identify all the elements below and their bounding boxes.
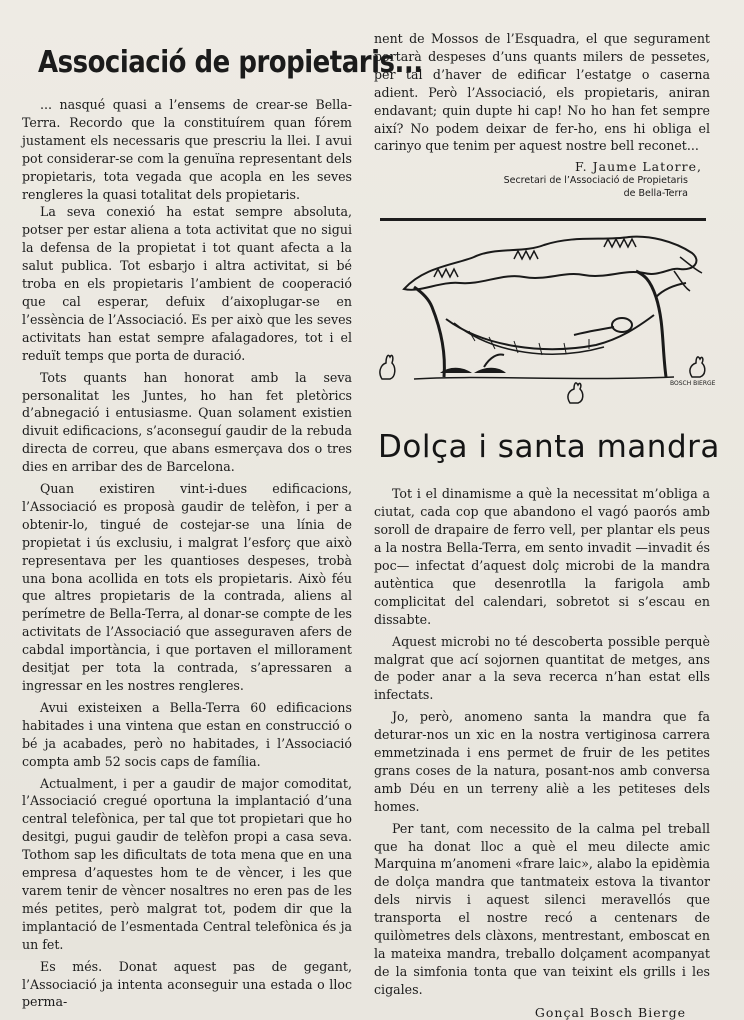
article-continuation: nent de Mossos de l’Esquadra, el que segurament portarà despeses d’uns quants milers de pessetes, per tal d’haver de edificar l’estatge o caserna adient. Però l’Associació, els propietaris, aniran endavant; quin dupte hi cap! No ho han fet sempre així? No podem deixar de fer-ho, ens hi obliga el carinyo que tenim per aquest nostre bell reconet...: [374, 31, 710, 154]
article-author: Gonçal Bosch Bierge: [534, 1004, 686, 1020]
article-paragraph: Tots quants han honorat amb la seva personalitat les Juntes, ho han fet pletòrics d’abnegació i entusiasme. Quan solament existien divuit edificacions, s’aconseguí gaudir de la rebuda directa de correu, que abans esmerçava dos o tres dies en arribar des de Barcelona.: [22, 369, 352, 475]
article-paragraph: Es més. Donat aquest pas de gegant, l’Associació ja intenta aconseguir una estada o lloc perma-: [22, 958, 352, 1010]
article-paragraph: ... nasqué quasi a l’ensems de crear-se Bella-Terra. Recordo que la constituírem quan fórem justament els necessaris que prescriu la llei. I avui pot considerar-se com la genuïna representant dels propietaris, tota vegada que acopla en les seves rengleres la quasi totalitat dels propietaris.: [22, 97, 352, 202]
second-article-title: Dolça i santa mandra: [378, 429, 720, 466]
article-paragraph: Jo, però, anomeno santa la mandra que fa deturar-nos un xic en la nostra vertiginosa carrera emmetzinada i ens permet de fruir de les petites grans coses de la natura, posant-nos amb conversa amb Déu en un terreny aliè a les petiteses dels homes.: [374, 709, 710, 814]
article-paragraph: Actualment, i per a gaudir de major comoditat, l’Associació cregué oportuna la implantació d’una central telefònica, per tal que tot propietari que ho desitgi, pugui gaudir de telèfon propi a casa seva. Tothom sap les dificultats de tota mena que en una empresa d’aquestes hom te de vèncer, i les que varem tenir de vèncer nosaltres no eren pas de les més petites, però malgrat tot, podem dir que la implantació de l’esmentada Central telefònica és ja un fet.: [22, 775, 352, 952]
article-paragraph: Avui existeixen a Bella-Terra 60 edificacions habitades i una vintena que estan en construcció o bé ja acabades, però no habitades, i l’Associació compta amb 52 socis caps de família.: [22, 699, 352, 769]
signature-role: de Bella-Terra: [623, 188, 688, 200]
illustration-svg: [374, 227, 716, 407]
hammock-illustration: [374, 227, 716, 407]
signature-role: Secretari de l’Associació de Propietaris: [503, 175, 688, 187]
article-title: Associació de propietaris...: [38, 45, 423, 81]
article-paragraph: Quan existiren vint-i-dues edificacions, l’Associació es proposà gaudir de telèfon, i per a obtenir-lo, tingué de costejar-se una línia de propietat i ús exclusiu, i malgrat l’esforç que això representava per les quantioses despeses, trobà una bona acollida en tots els propietaris. Això féu que altres propietaris de la contrada, aliens al perímetre de Bella-Terra, al donar-se compte de les activitats de l’Associació que asseguraven afers de cabdal importància, i que portaven el millorament desitjat per tota la contrada, s’apressaren a ingressar en les nostres rengleres.: [22, 481, 352, 693]
right-column: [374, 30, 720, 1020]
article-paragraph: Tot i el dinamisme a què la necessitat m’obliga a ciutat, cada cop que abandono el vagó paorós amb soroll de drapaire de ferro vell, per plantar els peus a la nostra Bella-Terra, em sento invadit —invadit és poc— infectat d’aquest dolç microbi de la mandra autèntica que desenrotlla la farigola amb complicitat del calendari, sobretot si s’escau en dissabte.: [374, 486, 710, 627]
article-paragraph: Per tant, com necessito de la calma pel treball que ha donat lloc a què el meu dilecte amic Marquina m’anomeni «frare laic», alabo la epidèmia de dolça mandra que tantmateix estova la tivantor dels nirvis i aquest silenci meravellós que transporta el nostre recó a centenars de quilòmetres dels clàxons, mentrestant, emboscat en la mateixa mandra, treballo dolçament acompanyat de la simfonia tonta que van teixint els grills i les cigales.: [374, 820, 710, 997]
signature-name: F. Jaume Latorre,: [574, 159, 702, 175]
article-paragraph: Aquest microbi no té descoberta possible perquè malgrat que ací sojornen quantitat de metges, ans de poder anar a la seva recerca n’han estat ells infectats.: [374, 633, 710, 703]
left-column: [22, 40, 423, 1011]
illustration-signature: BOSCH BIERGE: [670, 380, 716, 388]
section-divider: [380, 218, 706, 221]
article-paragraph: La seva conexió ha estat sempre absoluta, potser per estar aliena a tota activitat que no sigui la defensa de la propietat i tot quant afecta a la salut publica. Tot esbarjo i altra activitat, si bé troba en els propietaris l’ambient de cooperació que cal esperar, defuix d’aixoplugar-se en l’essència de l’Associació. Es per això que les seves activitats han estat sempre afalagadores, tot i el reduït temps que porta de duració.: [22, 204, 352, 363]
